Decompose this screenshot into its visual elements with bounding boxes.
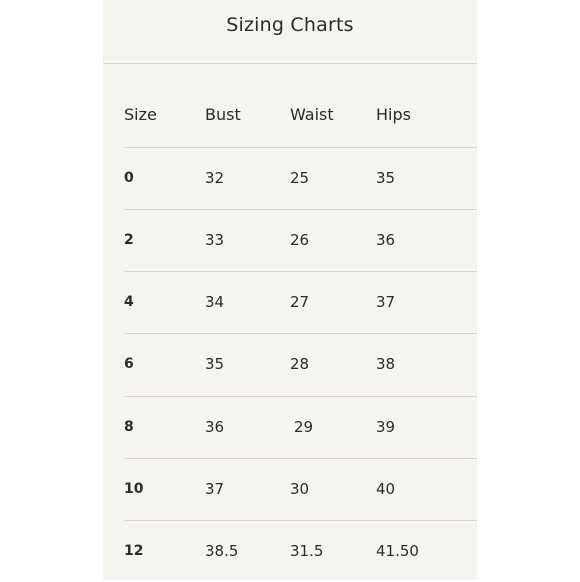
bust-cell: 33 (205, 231, 225, 249)
table-row (124, 147, 477, 209)
bust-cell: 35 (205, 355, 225, 373)
size-cell: 4 (124, 294, 134, 310)
table-row (124, 458, 477, 520)
waist-cell: 29 (294, 418, 314, 436)
size-cell: 0 (124, 170, 134, 186)
row-divider (124, 209, 477, 210)
column-header-bust: Bust (205, 105, 241, 124)
bust-cell: 32 (205, 169, 225, 187)
waist-cell: 31.5 (290, 542, 324, 560)
row-divider (124, 396, 477, 397)
hips-cell: 35 (376, 169, 396, 187)
table-header-row (124, 104, 477, 126)
hips-cell: 40 (376, 480, 396, 498)
size-cell: 12 (124, 543, 144, 559)
size-cell: 2 (124, 232, 134, 248)
page-title: Sizing Charts (226, 14, 354, 36)
table-row (124, 271, 477, 333)
table-row (124, 520, 477, 582)
waist-cell: 26 (290, 231, 310, 249)
bust-cell: 34 (205, 293, 225, 311)
row-divider (124, 520, 477, 521)
bust-cell: 38.5 (205, 542, 239, 560)
sizing-chart-panel (103, 0, 477, 580)
hips-cell: 37 (376, 293, 396, 311)
hips-cell: 36 (376, 231, 396, 249)
table-row (124, 396, 477, 458)
size-cell: 10 (124, 481, 144, 497)
hips-cell: 39 (376, 418, 396, 436)
size-cell: 6 (124, 356, 134, 372)
waist-cell: 27 (290, 293, 310, 311)
table-row (124, 333, 477, 395)
column-header-hips: Hips (376, 105, 411, 124)
title-divider (103, 63, 477, 64)
row-divider (124, 333, 477, 334)
column-header-size: Size (124, 105, 157, 124)
row-divider (124, 147, 477, 148)
row-divider (124, 271, 477, 272)
hips-cell: 41.50 (376, 542, 419, 560)
bust-cell: 37 (205, 480, 225, 498)
column-header-waist: Waist (290, 105, 334, 124)
size-cell: 8 (124, 419, 134, 435)
row-divider (124, 458, 477, 459)
waist-cell: 25 (290, 169, 310, 187)
bust-cell: 36 (205, 418, 225, 436)
hips-cell: 38 (376, 355, 396, 373)
table-row (124, 209, 477, 271)
waist-cell: 30 (290, 480, 310, 498)
waist-cell: 28 (290, 355, 310, 373)
